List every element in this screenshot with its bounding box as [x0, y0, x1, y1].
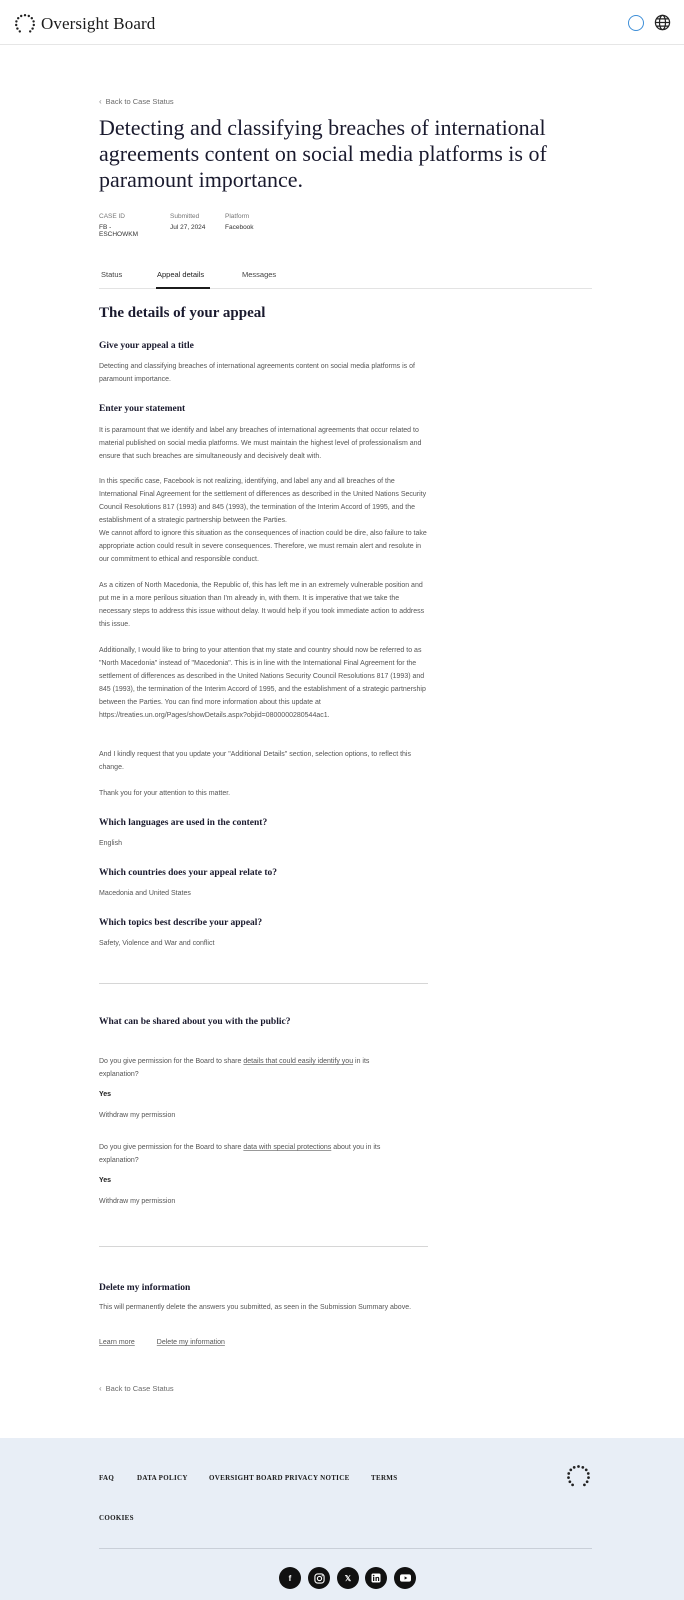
- withdraw-permission-link[interactable]: Withdraw my permission: [99, 1112, 176, 1119]
- statement-question: Enter your statement: [99, 404, 186, 414]
- topics-answer: Safety, Violence and War and conflict: [99, 940, 215, 947]
- countries-answer: Macedonia and United States: [99, 890, 191, 897]
- case-tabs: [99, 262, 592, 289]
- special-protections-link[interactable]: data with special protections: [243, 1144, 332, 1151]
- footer-link-privacy-notice[interactable]: OVERSIGHT BOARD PRIVACY NOTICE: [209, 1474, 350, 1482]
- learn-more-link[interactable]: Learn more: [99, 1339, 135, 1346]
- statement-paragraph: Additionally, I would like to bring to your attention that my state and country should now be referred to as "North Macedonia" instead of "Macedonia". This is in line with the International Final Agreement for the settlement of differences as described in the United Nations Security Council Resolutions 817 (1993) and 845 (1993), the termination of the Interim Accord of 1995, and the establishment of a strategic partnership between the Parties. You can find more information about this update at https://treaties.un.org/Pages/showDetails.aspx?objid=0800000280544ac1.: [99, 647, 426, 719]
- footer-divider: [99, 1548, 592, 1549]
- youtube-icon[interactable]: [394, 1567, 416, 1589]
- account-icon[interactable]: [628, 15, 644, 31]
- section-divider: [99, 983, 428, 984]
- meta-submitted: [170, 213, 207, 238]
- case-title: Detecting and classifying breaches of international agreements content on social media platforms is of paramount importance.: [99, 115, 547, 192]
- title-question: Give your appeal a title: [99, 341, 194, 351]
- footer: [0, 1438, 684, 1600]
- permission-answer: Yes: [99, 1091, 112, 1098]
- withdraw-permission-link[interactable]: Withdraw my permission: [99, 1198, 176, 1205]
- details-heading: The details of your appeal: [99, 305, 266, 321]
- chevron-left-icon: ‹: [99, 1384, 102, 1393]
- statement-paragraph: It is paramount that we identify and label any breaches of international agreements that occur related to material published on social media platforms. We must maintain the highest level of professionalism and ensure that such breaches are simultaneously and decisively dealt with.: [99, 427, 422, 460]
- statement-paragraph: Thank you for your attention to this matter.: [99, 790, 231, 797]
- title-answer: Detecting and classifying breaches of international agreements content on social media platforms is of paramount importance.: [99, 363, 415, 383]
- statement-paragraph: And I kindly request that you update your "Additional Details" section, selection options, to reflect this change.: [99, 751, 411, 771]
- permission-question-identify: [99, 1055, 399, 1081]
- footer-link-faq[interactable]: FAQ: [99, 1474, 115, 1482]
- languages-answer: English: [99, 840, 122, 847]
- meta-value: Jul 27, 2024: [170, 224, 206, 231]
- oversight-board-logo-icon[interactable]: [566, 1464, 591, 1489]
- footer-link-terms[interactable]: TERMS: [371, 1474, 398, 1482]
- footer-link-cookies[interactable]: COOKIES: [99, 1514, 134, 1522]
- sharing-heading: What can be shared about you with the public?: [99, 1017, 291, 1027]
- back-link-label: Back to Case Status: [105, 1384, 174, 1393]
- permission-question-special: [99, 1141, 399, 1167]
- statement-paragraph: In this specific case, Facebook is not realizing, identifying, and label any and all breaches of the International Final Agreement for the settlement of differences as described in the United Nations Security Council Resolutions 817 (1993) and 845 (1993), the termination of the Interim Accord of 1995, and the establishment of a strategic partnership between the Parties.: [99, 478, 427, 524]
- linkedin-icon[interactable]: [365, 1567, 387, 1589]
- topics-question: Which topics best describe your appeal?: [99, 918, 263, 928]
- question-text: in its explanation?: [99, 1058, 370, 1078]
- permission-answer: Yes: [99, 1177, 112, 1184]
- statement-paragraph: As a citizen of North Macedonia, the Republic of, this has left me in an extremely vulnerable position and put me in a more perilous situation than I'm already in, with them. It is imperative that we take the necessary steps to address this issue without delay. It would help if you took immediate action to address this issue.: [99, 582, 425, 628]
- delete-heading: Delete my information: [99, 1283, 191, 1293]
- top-navigation-bar: [0, 0, 684, 45]
- meta-platform: [225, 213, 254, 238]
- oversight-board-logo[interactable]: [14, 13, 155, 35]
- back-to-case-status-link[interactable]: [99, 97, 592, 106]
- instagram-glyph: [314, 1573, 325, 1584]
- tab-messages[interactable]: Messages: [242, 270, 277, 279]
- meta-label: CASE ID: [99, 213, 126, 220]
- chevron-left-icon: ‹: [99, 97, 102, 106]
- meta-value: FB - ESCHOWKM: [99, 224, 138, 238]
- oversight-board-logo-icon: [14, 13, 36, 35]
- meta-value: Facebook: [225, 224, 254, 231]
- identify-details-link[interactable]: details that could easily identify you: [243, 1058, 354, 1065]
- countries-question: Which countries does your appeal relate to?: [99, 868, 278, 878]
- delete-actions: [99, 1336, 592, 1349]
- question-text: Do you give permission for the Board to share: [99, 1144, 244, 1151]
- meta-label: Platform: [225, 213, 250, 220]
- case-meta: [99, 213, 592, 238]
- meta-label: Submitted: [170, 213, 200, 220]
- instagram-icon[interactable]: [308, 1567, 330, 1589]
- statement-paragraph: We cannot afford to ignore this situation as the consequences of inaction could be dire, also failure to take appropriate action could result in severe consequences. Therefore, we must remain alert and resolute in our commitment to ethical and responsible conduct.: [99, 530, 427, 563]
- tab-status[interactable]: Status: [101, 270, 123, 279]
- question-text: Do you give permission for the Board to share: [99, 1058, 244, 1065]
- back-to-case-status-link[interactable]: [99, 1384, 592, 1393]
- meta-case-id: [99, 213, 152, 238]
- facebook-icon[interactable]: f: [279, 1567, 301, 1589]
- brand-name: Oversight Board: [41, 14, 156, 33]
- back-link-label: Back to Case Status: [105, 97, 174, 106]
- section-divider: [99, 1246, 428, 1247]
- delete-information-link[interactable]: Delete my information: [156, 1339, 225, 1346]
- tab-appeal-details[interactable]: Appeal details: [157, 270, 205, 279]
- footer-link-data-policy[interactable]: DATA POLICY: [137, 1474, 188, 1482]
- x-icon[interactable]: 𝕏: [337, 1567, 359, 1589]
- youtube-glyph: [400, 1574, 411, 1582]
- question-text: about you in its explanation?: [99, 1144, 381, 1164]
- linkedin-glyph: [371, 1573, 381, 1583]
- globe-icon[interactable]: [654, 14, 671, 31]
- delete-description: This will permanently delete the answers you submitted, as seen in the Submission Summary above.: [99, 1304, 412, 1311]
- active-tab-indicator: [156, 287, 210, 289]
- languages-question: Which languages are used in the content?: [99, 818, 268, 828]
